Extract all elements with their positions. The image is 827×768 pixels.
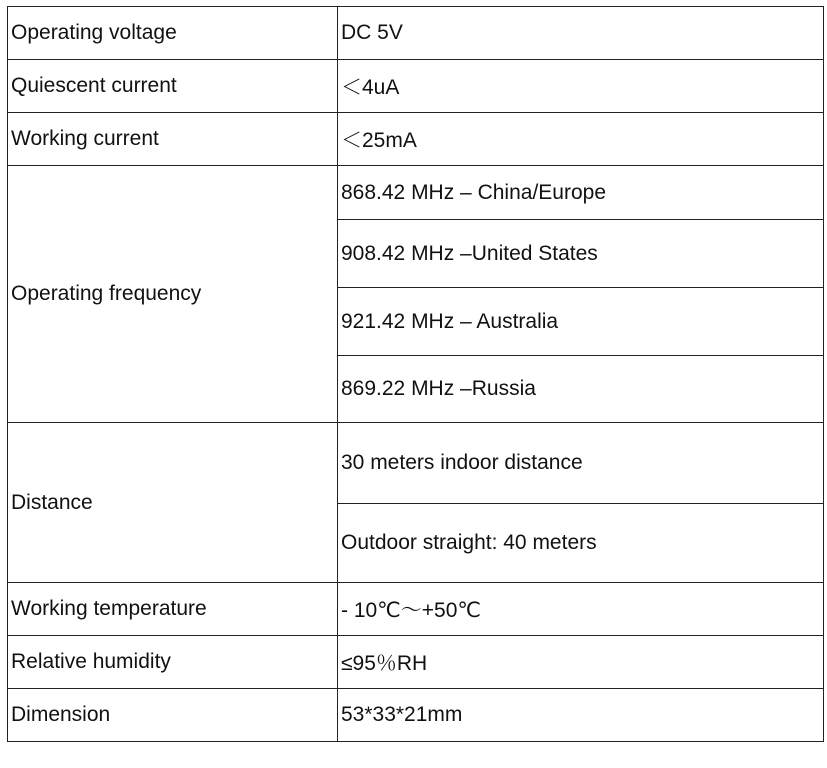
value-cell: ＜4uA	[338, 60, 824, 113]
label-cell: Working temperature	[8, 583, 338, 636]
value-cell: 921.42 MHz – Australia	[338, 288, 824, 356]
table-row	[8, 166, 824, 220]
value-cell: 868.42 MHz – China/Europe	[338, 166, 824, 220]
value-cell: ＜25mA	[338, 113, 824, 166]
label-cell: Working current	[8, 113, 338, 166]
table-row	[8, 7, 824, 60]
table-row	[8, 423, 824, 504]
table-row	[8, 583, 824, 636]
label-cell: Dimension	[8, 689, 338, 742]
table-row	[8, 60, 824, 113]
value-cell: - 10℃～+50℃	[338, 583, 824, 636]
label-cell: Quiescent current	[8, 60, 338, 113]
table-row	[8, 113, 824, 166]
value-cell: 869.22 MHz –Russia	[338, 356, 824, 423]
value-cell: 53*33*21mm	[338, 689, 824, 742]
label-cell: Distance	[8, 423, 338, 583]
spec-table	[7, 6, 824, 742]
value-cell: ≤95％RH	[338, 636, 824, 689]
value-cell: 30 meters indoor distance	[338, 423, 824, 504]
table-row	[8, 636, 824, 689]
label-cell: Relative humidity	[8, 636, 338, 689]
label-cell: Operating voltage	[8, 7, 338, 60]
table-row	[8, 689, 824, 742]
value-cell: Outdoor straight: 40 meters	[338, 504, 824, 583]
label-cell: Operating frequency	[8, 166, 338, 423]
value-cell: 908.42 MHz –United States	[338, 220, 824, 288]
value-cell: DC 5V	[338, 7, 824, 60]
